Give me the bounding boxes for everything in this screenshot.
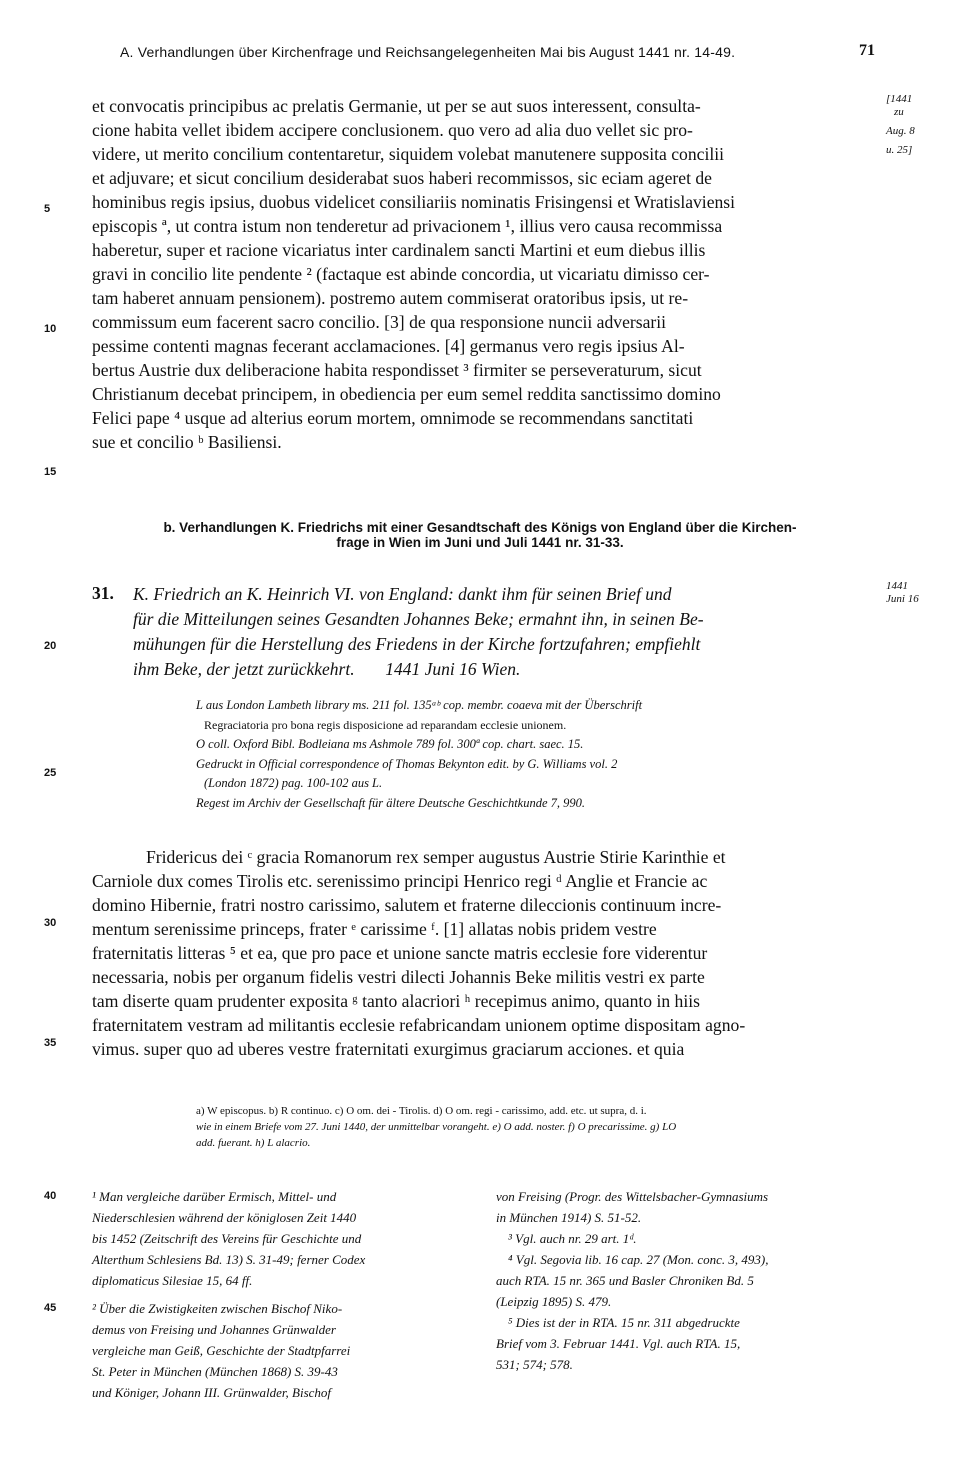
letter-line: Fridericus dei ᶜ gracia Romanorum rex semper augustus Austrie Stirie Karinthie et (146, 847, 726, 867)
line-number: 5 (44, 203, 51, 215)
document-summary: K. Friedrich an K. Heinrich VI. von England: dankt ihm für seinen Brief und für die Mitteilungen seines Gesandten Johannes Beke; ermahnt ihn, in seinen Be- mühungen für die Herstellung des Friedens in der Kirche fortzufahren; empfiehlt ihm Beke, der jetzt zurückkehrt. 1441 Juni 16 Wien. (133, 584, 704, 679)
letter-text (92, 845, 882, 1070)
body-text (92, 94, 882, 474)
running-header: A. Verhandlungen über Kirchenfrage und Reichsangelegenheiten Mai bis August 1441 nr. 14-49. (120, 44, 736, 60)
line-number: 45 (44, 1302, 57, 1314)
body-line: et adjuvare; et sicut concilium desiderabat suos haberi recommissos, sic eciam ageret de (92, 168, 712, 188)
footnotes-left: ¹ Man vergleiche darüber Ermisch, Mittel- und Niederschlesien während der königlosen Zeit 1440 bis 1452 (Zeitschrift des Vereins für Geschichte und Alterthum Schlesiens Bd. 13) S. 31-49; ferner Codex diplomaticus Silesiae 15, 64 ff. ² Über die Zwistigkeiten zwischen Bischof Niko- demus von Freising und Johannes Grünwalder vergleiche man Geiß, Geschichte der Stadtpfarrei St. Peter in München (München 1868) S. 39-43 und Königer, Johann III. Grünwalder, Bischof (92, 1189, 366, 1400)
line-number: 40 (44, 1190, 57, 1202)
line-number: 20 (44, 640, 57, 652)
line-number: 10 (44, 323, 57, 335)
body-line: et convocatis principibus ac prelatis Germanie, ut per se aut suos interessent, consulta- (92, 96, 701, 116)
letter-line: fraternitatem vestram ad militantis ecclesie refabricandam unionem optime dispositam agno- (92, 1015, 746, 1035)
line-number: 30 (44, 917, 57, 929)
body-line: hominibus regis ipsius, duobus videlicet consiliariis nominatis Frisingensi et Wratislaviensi (92, 192, 736, 212)
body-line: haberetur, super et racione vicariatus inter cardinalem sancti Martini et eum diebus illis (92, 240, 706, 260)
footnotes-right: von Freising (Progr. des Wittelsbacher-Gymnasiums in München 1914) S. 51-52. ³ Vgl. auch nr. 29 art. 1ᵈ. ⁴ Vgl. Segovia lib. 16 cap. 27 (Mon. conc. 3, 493), auch RTA. 15 nr. 365 und Basler Chroniken Bd. 5 (Leipzig 1895) S. 479. ⁵ Dies ist der in RTA. 15 nr. 311 abgedruckte Brief vom 3. Februar 1441. Vgl. auch RTA. 15, 531; 574; 578. (496, 1189, 769, 1372)
line-number: 25 (44, 767, 57, 779)
body-line: tam haberet annuam pensionem). postremo autem commiserat oratoribus ipsis, ut re- (92, 288, 689, 308)
letter-line: necessaria, nobis per organum fidelis vestri dilecti Johannis Beke militis vestri ex parte (92, 967, 705, 987)
critical-apparatus: a) W episcopus. b) R continuo. c) O om. dei - Tirolis. d) O om. regi - carissimo, add. etc. ut supra, d. i. wie in einem Briefe vom 27. Juni 1440, der unmittelbar vorangeht. e) O add. noster. f) O precarissime. g) LO add. fuerant. h) L alacrio. (196, 1105, 677, 1149)
margin-date-2: 1441 Juni 16 (886, 580, 919, 605)
section-title: b. Verhandlungen K. Friedrichs mit einer Gesandtschaft des Königs von England über die Kirchen- frage in Wien im Juni und Juli 1441 nr. 31-33. (163, 520, 797, 550)
body-line: cione habita vellet ibidem accipere conclusionem. quo vero ad alia duo vellet sic pro- (92, 120, 693, 140)
letter-line: tam diserte quam prudenter exposita ᵍ tanto alacriori ʰ recepimus animo, quanto in hiis (92, 991, 700, 1011)
body-line: gravi in concilio lite pendente ² (factaque est abinde concordia, ut vicariatu dimisso cer- (92, 264, 710, 284)
body-line: bertus Austrie dux deliberacione habita respondisset ³ firmiter se perseveraturum, sicut (92, 360, 702, 380)
body-line: Christianum decebat principem, in obediencia per eum semel reddita sanctissimo domino (92, 384, 721, 404)
letter-line: vimus. super quo ad uberes vestre fraternitati exurgimus graciarum acciones. et quia (92, 1039, 685, 1059)
page-number: 71 (859, 42, 875, 59)
body-line: pessime contenti magnas fecerant acclamaciones. [4] germanus vero regis ipsius Al- (92, 336, 685, 356)
letter-line: domino Hibernie, fratri nostro carissimo, salutem et fraterne dileccionis continuum incre- (92, 895, 722, 915)
body-line: episcopis ª, ut contra istum non tenderetur ad privacionem ¹, illius vero causa recommissa (92, 216, 723, 236)
letter-line: Carniole dux comes Tirolis etc. serenissimo principi Henrico regi ᵈ Anglie et Francie ac (92, 871, 708, 891)
source-notes: L aus London Lambeth library ms. 211 fol. 135ᵃᵇ cop. membr. coaeva mit der Überschrift Regraciatoria pro bona regis disposicione ad reparandam ecclesie unionem. O coll. Oxford Bibl. Bodleiana ms Ashmole 789 fol. 300ª cop. chart. saec. 15. Gedruckt in Official correspondence of Thomas Bekynton edit. by G. Williams vol. 2 (London 1872) pag. 100-102 aus L. Regest im Archiv der Gesellschaft für ältere Deutsche Geschichtkunde 7, 990. (196, 698, 643, 810)
line-number: 15 (44, 466, 57, 478)
body-line: Felici pape ⁴ usque ad alterius eorum mortem, omnimode se recommendans sanctitati (92, 408, 694, 428)
letter-line: fraternitatis litteras ⁵ et ea, que pro pace et unione sancte matris ecclesie fore viderentur (92, 943, 708, 963)
body-line: sue et concilio ᵇ Basiliensi. (92, 432, 282, 452)
margin-date-1: [1441 zu Aug. 8 u. 25] (886, 93, 915, 156)
document-number: 31. (92, 583, 114, 603)
line-number: 35 (44, 1037, 57, 1049)
body-line: commissum eum facerent sacro concilio. [3] de qua responsione nuncii adversarii (92, 312, 667, 332)
body-line: videre, ut merito concilium contentaretur, siquidem volebat manutenere supposita concilii (92, 144, 724, 164)
letter-line: mentum serenissime princeps, frater ᵉ carissime ᶠ. [1] allatas nobis pridem vestre (92, 919, 657, 939)
